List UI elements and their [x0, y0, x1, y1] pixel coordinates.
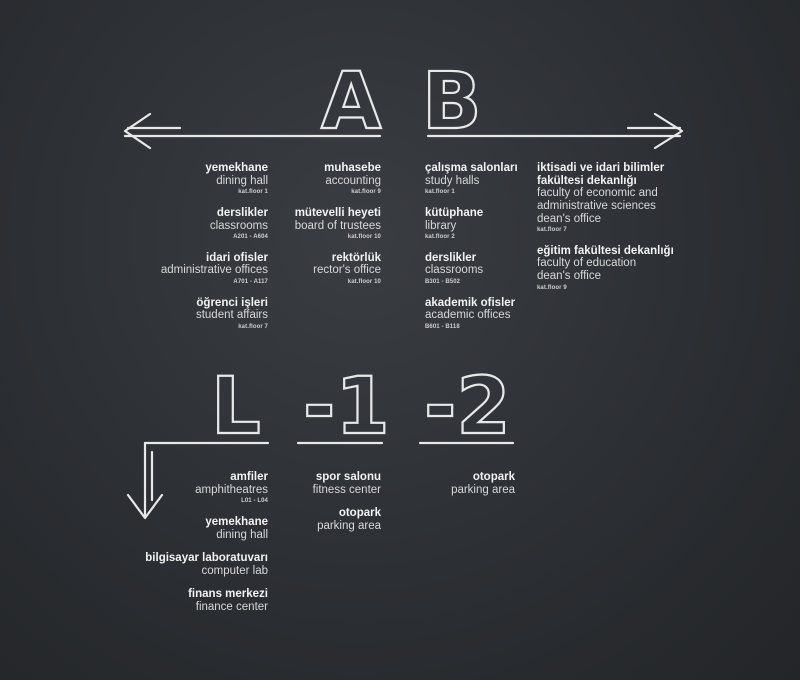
entry-location: B301 - B502 [425, 279, 461, 286]
directory-entry [537, 162, 697, 234]
entry-title-en: administrative offices [160, 264, 268, 277]
entry-title-tr: spor salonu [315, 471, 381, 483]
entry-title-en: academic offices [425, 309, 511, 322]
entry-title-tr: iktisadi ve idari bilimler [537, 162, 665, 174]
directory-entry [211, 162, 381, 196]
entry-title-en: fitness center [312, 483, 381, 496]
entry-title-tr: amfiler [230, 471, 268, 483]
entry-location: kat.floor 7 [238, 323, 268, 330]
entry-title-en: classrooms [209, 219, 268, 232]
entry-title-tr: otopark [472, 471, 515, 483]
entry-title-en: faculty of economic and [537, 187, 658, 200]
entry-location: kat.floor 9 [537, 284, 567, 291]
arrow-left-icon [125, 114, 180, 148]
entry-title-en: board of trustees [294, 219, 381, 232]
entry-title-en: computer lab [201, 564, 268, 577]
directory-entry [68, 297, 268, 331]
entry-title-tr: derslikler [216, 206, 268, 219]
entry-location: kat.floor 9 [351, 189, 381, 196]
entry-title-en: parking area [451, 483, 515, 496]
entry-title-en: dean's office [537, 270, 602, 283]
directory-entry [231, 471, 381, 496]
entry-title-tr: idari ofisler [206, 251, 268, 264]
building-b-letter: B [422, 57, 482, 147]
level-l-letter: L [211, 362, 261, 452]
entry-title-tr: akademik ofisler [425, 296, 516, 309]
entry-title-tr: çalışma salonları [425, 162, 518, 174]
entry-title-tr: otopark [338, 507, 381, 520]
building-b-column-2 [537, 162, 697, 302]
directory-entry [211, 252, 381, 286]
entry-title-en: dining hall [216, 174, 268, 187]
building-a-column-2 [211, 162, 381, 297]
entry-title-en: accounting [325, 174, 381, 187]
entry-location: kat.floor 7 [537, 227, 567, 234]
directory-entry [425, 252, 535, 286]
level-minus1-column [231, 471, 381, 544]
entry-location: L01 - L04 [241, 498, 268, 505]
entry-title-en: administrative sciences [537, 199, 656, 212]
entry-title-tr: rektörlük [331, 251, 381, 264]
entry-title-tr: öğrenci işleri [196, 296, 268, 309]
entry-title-en: finance center [195, 601, 268, 614]
entry-title-tr: finans merkezi [188, 588, 268, 601]
directory-entry [68, 552, 268, 577]
directory-entry [425, 207, 535, 241]
building-b-column-1 [425, 162, 535, 342]
entry-title-en: dining hall [216, 528, 268, 541]
directory-entry [365, 471, 515, 496]
arrow-right-icon [628, 114, 682, 148]
entry-location: kat.floor 1 [425, 189, 455, 196]
directory-entry [68, 588, 268, 613]
entry-title-tr: mütevelli heyeti [294, 206, 381, 219]
entry-location: kat.floor 2 [425, 234, 455, 241]
entry-title-en: amphitheatres [195, 483, 268, 496]
entry-title-en: library [425, 219, 457, 232]
entry-title-en: rector's office [313, 264, 381, 277]
entry-title-tr: derslikler [425, 251, 477, 264]
entry-title-en: dean's office [537, 212, 602, 225]
entry-title-tr: yemekhane [205, 162, 268, 174]
directory-entry [211, 207, 381, 241]
entry-title-en: parking area [317, 519, 381, 532]
entry-title-tr: kütüphane [425, 206, 484, 219]
entry-location: kat.floor 10 [347, 234, 381, 241]
entry-title-en: study halls [425, 174, 480, 187]
directory-entry [537, 245, 697, 292]
level-minus2-label: -2 [424, 362, 511, 452]
level-minus2-column [365, 471, 515, 507]
entry-title-tr: bilgisayar laboratuvarı [145, 552, 268, 565]
entry-title-tr: muhasebe [324, 162, 381, 174]
entry-location: kat.floor 1 [238, 189, 268, 196]
directory-entry [425, 162, 535, 196]
entry-title-tr: yemekhane [205, 515, 268, 528]
directory-entry [425, 297, 535, 331]
entry-location: A201 - A604 [233, 234, 268, 241]
entry-title-tr: eğitim fakültesi dekanlığı [537, 244, 674, 257]
entry-title-en: student affairs [195, 309, 268, 322]
entry-title-tr: fakültesi dekanlığı [537, 174, 637, 187]
entry-location: kat.floor 10 [347, 279, 381, 286]
building-a-letter: A [321, 57, 382, 147]
entry-title-en: classrooms [425, 264, 484, 277]
entry-location: A701 - A117 [233, 279, 268, 286]
entry-title-en: faculty of education [537, 257, 637, 270]
directory-entry [231, 507, 381, 532]
level-minus1-label: -1 [303, 362, 390, 452]
entry-location: B601 - B118 [425, 323, 460, 330]
